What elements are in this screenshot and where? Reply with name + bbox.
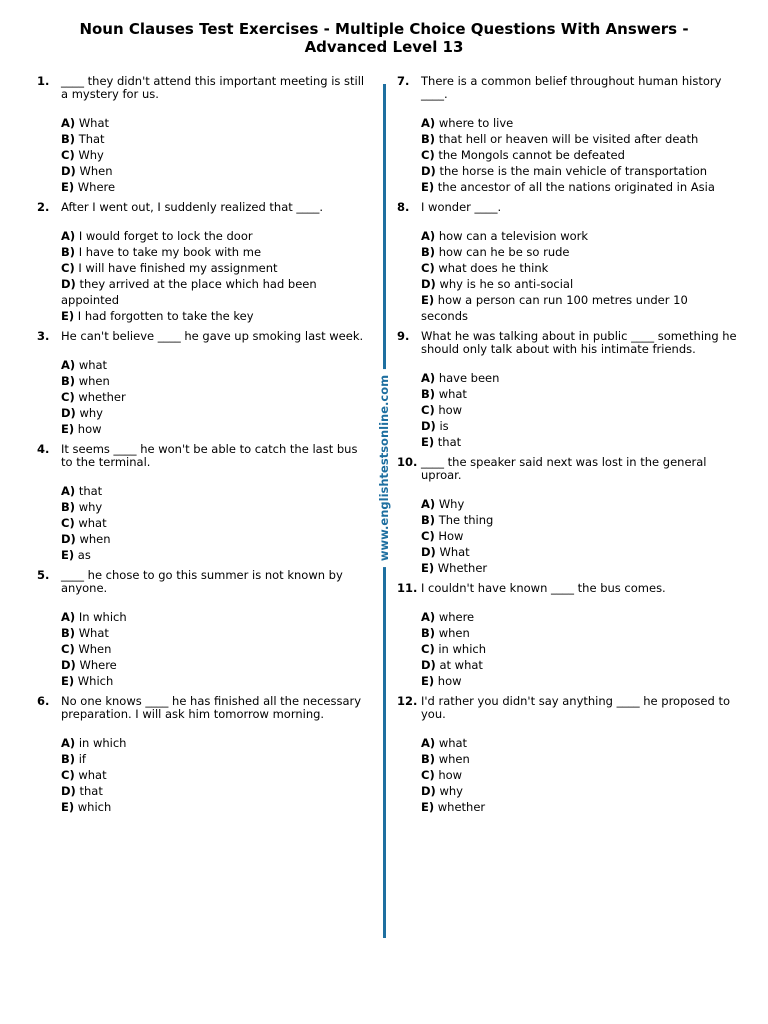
answer-option <box>61 767 370 783</box>
option-text: what <box>438 387 467 401</box>
question-number: 2. <box>37 200 50 214</box>
answer-option <box>421 496 737 512</box>
option-text: how can he be so rude <box>438 245 570 259</box>
option-letter: E) <box>61 674 75 688</box>
page-title <box>20 20 748 56</box>
option-text: when <box>79 532 111 546</box>
answer-options <box>61 735 370 815</box>
question-text: There is a common belief throughout human history ____. <box>421 74 722 101</box>
option-text: What <box>78 626 109 640</box>
option-letter: D) <box>61 277 76 291</box>
page-title-line-2: Advanced Level 13 <box>304 38 464 56</box>
question-text: He can't believe ____ he gave up smoking last week. <box>61 329 364 343</box>
answer-option <box>421 402 737 418</box>
option-letter: D) <box>61 532 76 546</box>
option-text: how can a television work <box>438 229 589 243</box>
answer-option <box>421 131 737 147</box>
option-text: is <box>439 419 449 433</box>
option-text: if <box>78 752 86 766</box>
question-block <box>397 456 737 576</box>
option-letter: C) <box>61 148 75 162</box>
question-block <box>397 330 737 450</box>
answer-option <box>421 163 737 179</box>
option-text: why <box>79 406 103 420</box>
answer-option <box>61 244 370 260</box>
answer-option <box>61 547 370 563</box>
question-block <box>37 569 370 689</box>
option-text: which <box>77 800 112 814</box>
option-text: When <box>79 164 113 178</box>
answer-options <box>61 228 370 324</box>
option-text: what <box>78 516 107 530</box>
option-text: when <box>438 626 470 640</box>
answer-options <box>421 228 737 324</box>
question-block <box>37 201 370 324</box>
answer-option <box>421 625 737 641</box>
option-letter: C) <box>421 148 435 162</box>
option-text: when <box>78 374 110 388</box>
answer-option <box>421 751 737 767</box>
answer-options <box>421 115 737 195</box>
option-letter: C) <box>61 516 75 530</box>
answer-option <box>61 641 370 657</box>
option-text: I will have finished my assignment <box>78 261 278 275</box>
option-letter: A) <box>421 610 436 624</box>
option-letter: A) <box>61 358 76 372</box>
answer-option <box>421 544 737 560</box>
option-text: when <box>438 752 470 766</box>
option-letter: B) <box>421 387 436 401</box>
answer-option <box>61 276 370 308</box>
answer-option <box>61 515 370 531</box>
answer-option <box>61 783 370 799</box>
page-title-line-1: Noun Clauses Test Exercises - Multiple Choice Questions With Answers - <box>79 20 689 38</box>
option-letter: D) <box>421 545 436 559</box>
option-text: that <box>79 784 103 798</box>
option-text: how a person can run 100 metres under 10 seconds <box>421 293 688 323</box>
answer-option <box>61 405 370 421</box>
option-letter: E) <box>421 561 435 575</box>
site-url-label: www.englishtestsonline.com <box>377 369 391 567</box>
option-text: Where <box>79 658 117 672</box>
answer-option <box>421 528 737 544</box>
option-letter: E) <box>421 674 435 688</box>
option-letter: C) <box>61 261 75 275</box>
answer-option <box>421 147 737 163</box>
option-letter: E) <box>421 293 435 307</box>
answer-option <box>61 373 370 389</box>
option-text: I would forget to lock the door <box>78 229 253 243</box>
answer-option <box>61 657 370 673</box>
option-text: what <box>438 736 468 750</box>
answer-option <box>421 799 737 815</box>
question-block <box>397 695 737 815</box>
option-letter: A) <box>421 371 436 385</box>
option-text: that hell or heaven will be visited after death <box>438 132 699 146</box>
option-letter: C) <box>421 768 435 782</box>
option-text: Whether <box>437 561 488 575</box>
answer-option <box>421 512 737 528</box>
option-letter: B) <box>61 245 76 259</box>
option-text: I have to take my book with me <box>78 245 262 259</box>
answer-option <box>421 260 737 276</box>
option-letter: E) <box>61 800 75 814</box>
option-text: where to live <box>438 116 514 130</box>
answer-options <box>421 735 737 815</box>
answer-option <box>61 389 370 405</box>
option-text: how <box>77 422 102 436</box>
option-letter: C) <box>421 403 435 417</box>
answer-option <box>61 308 370 324</box>
question-number: 5. <box>37 568 50 582</box>
option-letter: D) <box>61 658 76 672</box>
option-letter: A) <box>61 229 76 243</box>
option-text: whether <box>78 390 126 404</box>
option-letter: B) <box>61 752 76 766</box>
answer-option <box>421 560 737 576</box>
answer-option <box>421 783 737 799</box>
option-letter: C) <box>61 642 75 656</box>
question-number: 11. <box>397 581 418 595</box>
option-letter: E) <box>421 800 435 814</box>
answer-options <box>61 115 370 195</box>
answer-option <box>421 434 737 450</box>
option-text: Why <box>78 148 104 162</box>
answer-option <box>61 483 370 499</box>
option-letter: A) <box>421 116 436 130</box>
question-block <box>37 330 370 437</box>
answer-option <box>61 625 370 641</box>
option-letter: B) <box>61 132 76 146</box>
option-letter: B) <box>421 752 436 766</box>
option-letter: A) <box>421 229 436 243</box>
option-text: Which <box>77 674 114 688</box>
answer-options <box>61 483 370 563</box>
option-letter: E) <box>61 180 75 194</box>
option-letter: B) <box>421 132 436 146</box>
answer-option <box>61 115 370 131</box>
question-block <box>397 201 737 324</box>
option-text: how <box>437 674 462 688</box>
option-text: the Mongols cannot be defeated <box>438 148 625 162</box>
option-letter: A) <box>421 497 436 511</box>
option-letter: D) <box>421 784 436 798</box>
question-text: What he was talking about in public ____ something he should only talk about with his intimate friends. <box>421 329 737 356</box>
option-letter: A) <box>61 116 76 130</box>
answer-options <box>61 357 370 437</box>
option-letter: C) <box>421 642 435 656</box>
option-letter: D) <box>421 164 436 178</box>
option-text: why <box>439 784 463 798</box>
option-text: why <box>78 500 103 514</box>
option-letter: C) <box>421 529 435 543</box>
option-text: Where <box>77 180 116 194</box>
option-letter: C) <box>421 261 435 275</box>
option-text: That <box>78 132 105 146</box>
option-letter: A) <box>61 484 76 498</box>
left-column <box>37 75 370 821</box>
answer-option <box>421 418 737 434</box>
option-letter: E) <box>61 422 75 436</box>
question-number: 7. <box>397 74 410 88</box>
question-text: It seems ____ he won't be able to catch the last bus to the terminal. <box>61 442 358 469</box>
answer-option <box>421 673 737 689</box>
option-text: in which <box>438 642 486 656</box>
option-text: Why <box>438 497 465 511</box>
question-block <box>37 443 370 563</box>
option-text: When <box>78 642 112 656</box>
option-text: as <box>77 548 91 562</box>
answer-option <box>421 244 737 260</box>
option-text: What <box>78 116 110 130</box>
question-block <box>37 695 370 815</box>
option-letter: A) <box>61 610 76 624</box>
option-text: at what <box>439 658 483 672</box>
question-text: I'd rather you didn't say anything ____ he proposed to you. <box>421 694 731 721</box>
answer-options <box>61 609 370 689</box>
question-text: After I went out, I suddenly realized that ____. <box>61 200 324 214</box>
option-text: how <box>438 403 463 417</box>
question-number: 6. <box>37 694 50 708</box>
option-text: the horse is the main vehicle of transportation <box>439 164 708 178</box>
answer-option <box>61 179 370 195</box>
answer-option <box>61 228 370 244</box>
answer-option <box>61 499 370 515</box>
answer-option <box>61 421 370 437</box>
option-text: the ancestor of all the nations originated in Asia <box>437 180 715 194</box>
question-block <box>37 75 370 195</box>
question-number: 8. <box>397 200 410 214</box>
answer-option <box>421 767 737 783</box>
option-text: have been <box>438 371 500 385</box>
question-text: I couldn't have known ____ the bus comes. <box>421 581 666 595</box>
option-text: where <box>438 610 475 624</box>
question-block <box>397 582 737 689</box>
answer-option <box>61 673 370 689</box>
answer-option <box>421 641 737 657</box>
option-text: What <box>439 545 470 559</box>
option-text: in which <box>78 736 127 750</box>
question-number: 12. <box>397 694 418 708</box>
answer-option <box>61 260 370 276</box>
answer-option <box>61 751 370 767</box>
answer-option <box>421 370 737 386</box>
answer-option <box>421 228 737 244</box>
option-letter: E) <box>61 309 75 323</box>
option-letter: B) <box>61 500 76 514</box>
option-letter: E) <box>61 548 75 562</box>
question-block <box>397 75 737 195</box>
question-text: I wonder ____. <box>421 200 502 214</box>
question-text: ____ he chose to go this summer is not known by anyone. <box>61 568 343 595</box>
question-text: ____ they didn't attend this important meeting is still a mystery for us. <box>61 74 365 101</box>
option-letter: B) <box>421 513 436 527</box>
question-text: ____ the speaker said next was lost in the general uproar. <box>421 455 707 482</box>
answer-option <box>421 657 737 673</box>
answer-options <box>421 496 737 576</box>
answer-option <box>61 357 370 373</box>
answer-option <box>421 115 737 131</box>
option-text: whether <box>437 800 486 814</box>
option-letter: A) <box>421 736 436 750</box>
option-text: that <box>437 435 462 449</box>
question-number: 4. <box>37 442 50 456</box>
option-letter: B) <box>61 626 76 640</box>
option-letter: D) <box>421 419 436 433</box>
answer-option <box>421 292 737 324</box>
option-text: How <box>438 529 464 543</box>
question-number: 1. <box>37 74 50 88</box>
option-letter: B) <box>61 374 76 388</box>
answer-option <box>61 531 370 547</box>
option-text: The thing <box>438 513 494 527</box>
option-letter: E) <box>421 435 435 449</box>
answer-option <box>61 131 370 147</box>
option-letter: D) <box>61 164 76 178</box>
option-text: that <box>78 484 103 498</box>
option-letter: A) <box>61 736 76 750</box>
question-number: 9. <box>397 329 410 343</box>
option-letter: D) <box>421 277 436 291</box>
option-letter: B) <box>421 245 436 259</box>
answer-option <box>61 163 370 179</box>
question-number: 3. <box>37 329 50 343</box>
question-number: 10. <box>397 455 418 469</box>
right-column <box>397 75 737 821</box>
option-text: how <box>438 768 463 782</box>
option-letter: B) <box>421 626 436 640</box>
answer-option <box>61 735 370 751</box>
option-text: In which <box>78 610 127 624</box>
answer-option <box>61 147 370 163</box>
option-letter: E) <box>421 180 435 194</box>
answer-option <box>421 735 737 751</box>
answer-option <box>61 799 370 815</box>
answer-option <box>421 276 737 292</box>
answer-options <box>421 609 737 689</box>
answer-options <box>421 370 737 450</box>
question-text: No one knows ____ he has finished all the necessary preparation. I will ask him tomorrow morning. <box>61 694 362 721</box>
answer-option <box>421 386 737 402</box>
option-text: what does he think <box>438 261 549 275</box>
option-text: what <box>78 358 108 372</box>
option-letter: D) <box>61 784 76 798</box>
option-text: what <box>78 768 107 782</box>
answer-option <box>61 609 370 625</box>
answer-option <box>421 179 737 195</box>
option-letter: D) <box>421 658 436 672</box>
option-text: I had forgotten to take the key <box>77 309 254 323</box>
option-text: why is he so anti-social <box>439 277 574 291</box>
option-text: they arrived at the place which had been appointed <box>61 277 317 307</box>
option-letter: C) <box>61 390 75 404</box>
option-letter: D) <box>61 406 76 420</box>
option-letter: C) <box>61 768 75 782</box>
answer-option <box>421 609 737 625</box>
